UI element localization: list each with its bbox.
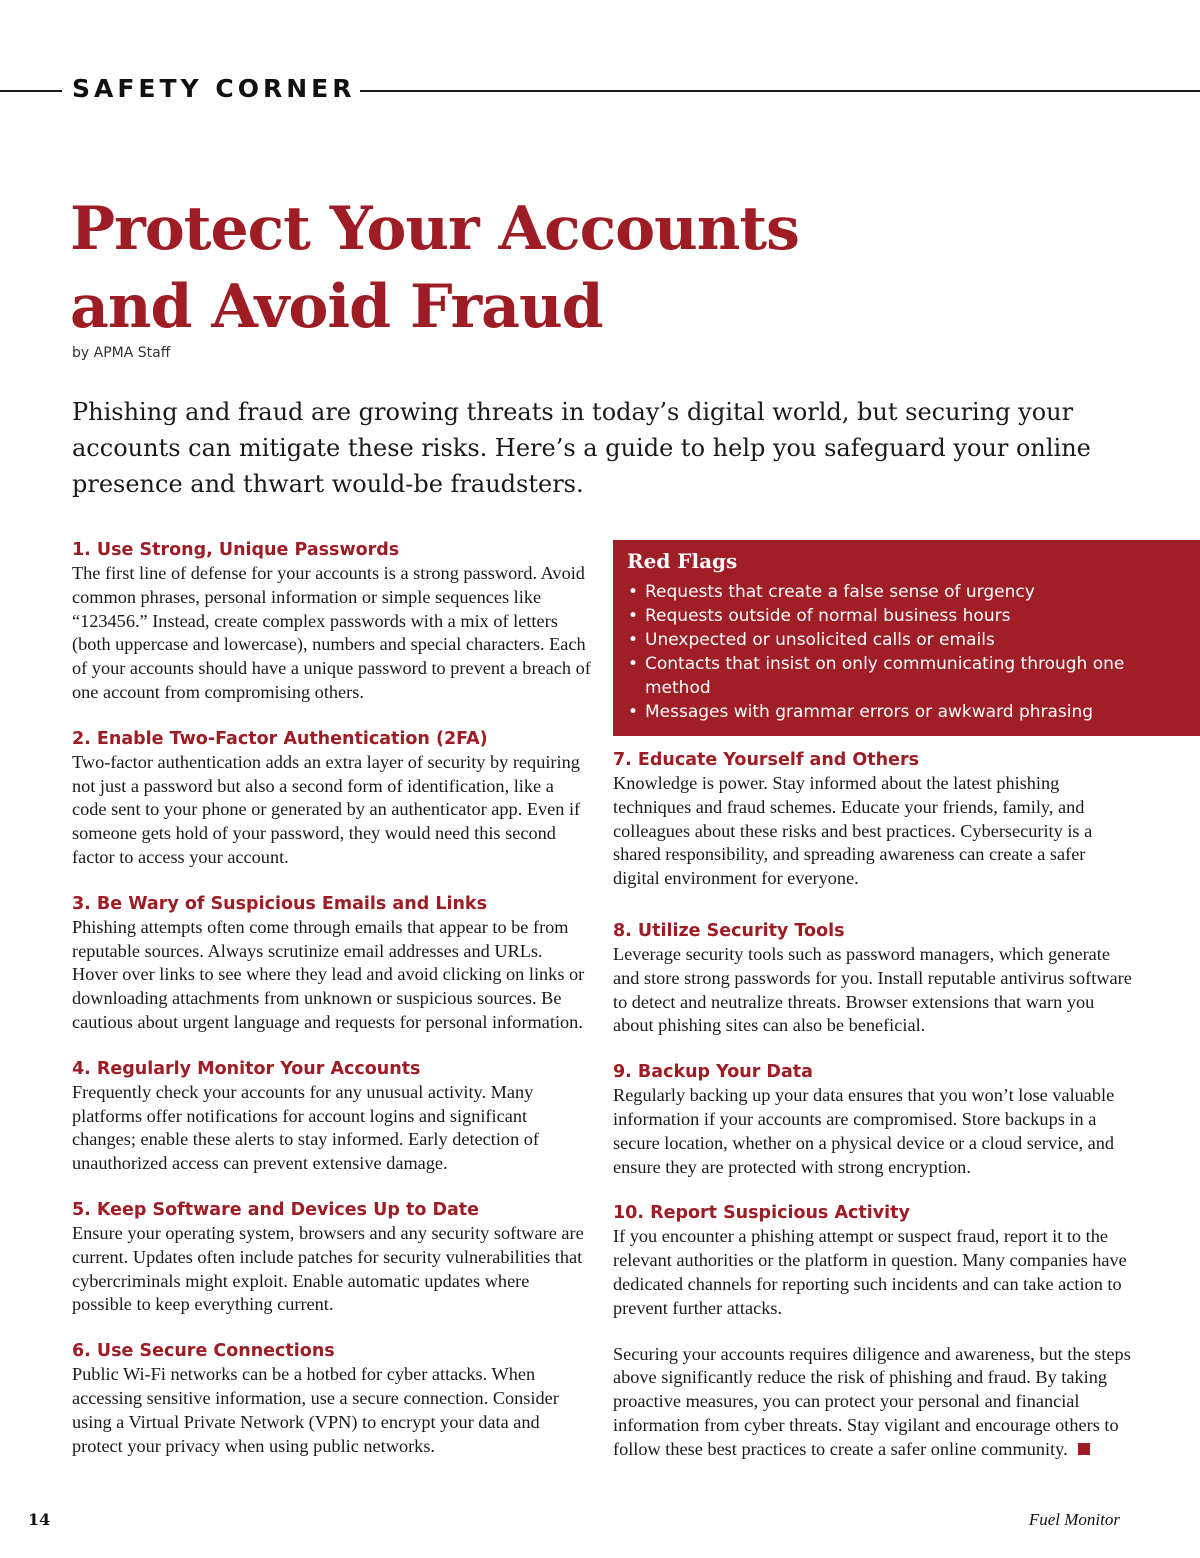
tip-5 xyxy=(72,1198,592,1317)
tip-body: Knowledge is power. Stay informed about the latest phishing techniques and fraud schemes. Educate your friends, family, and colleagues about these risks and best practices. Cybersecurity is a shared responsibility, and spreading awareness can create a safer digital environment for everyone. xyxy=(613,773,1093,889)
publication-name: Fuel Monitor xyxy=(1028,1510,1120,1529)
red-flag-item xyxy=(628,628,1186,652)
closing-text: Securing your accounts requires diligence and awareness, but the steps above significantly reduce the risk of phishing and fraud. By taking proactive measures, you can protect your personal and financial information from cyber threats. Stay vigilant and encourage others to follow these best practices to create a safer online community. xyxy=(613,1343,1131,1459)
left-column xyxy=(72,538,592,1480)
closing-section xyxy=(613,1343,1133,1462)
tip-heading: 6. Use Secure Connections xyxy=(72,1341,335,1362)
tip-1 xyxy=(72,538,592,705)
red-flag-text: Requests outside of normal business hours xyxy=(645,606,1011,626)
tip-10 xyxy=(613,1201,1133,1320)
red-flag-text: Unexpected or unsolicited calls or emails xyxy=(645,630,995,650)
tip-body: Ensure your operating system, browsers and any security software are current. Updates often include patches for security vulnerabilities that cybercriminals might exploit. Enable automatic updates where possible to keep everything current. xyxy=(72,1222,584,1315)
section-header xyxy=(0,72,1200,112)
tip-heading: 9. Backup Your Data xyxy=(613,1062,813,1083)
red-flag-item xyxy=(628,700,1186,724)
tip-4 xyxy=(72,1057,592,1176)
red-flag-item xyxy=(628,580,1186,604)
right-column xyxy=(613,748,1133,1462)
page-number: 14 xyxy=(28,1510,51,1529)
tip-body: Regularly backing up your data ensures that you won’t lose valuable information if your accounts are compromised. Store backups in a secure location, whether on a physical device or a cloud service, and ensure they are protected with strong encryption. xyxy=(613,1085,1115,1177)
red-flag-item xyxy=(628,652,1186,700)
tip-3 xyxy=(72,892,592,1035)
bullet-icon: • xyxy=(628,654,639,674)
tip-heading: 3. Be Wary of Suspicious Emails and Links xyxy=(72,893,487,914)
title-line-1: Protect Your Accounts xyxy=(70,194,799,264)
tip-heading: 10. Report Suspicious Activity xyxy=(613,1203,910,1224)
tip-8 xyxy=(613,919,1133,1038)
bullet-icon: • xyxy=(628,702,639,722)
tip-body: The first line of defense for your accounts is a strong password. Avoid common phrases, personal information or simple sequences like “123456.” Instead, create complex passwords with a mix of letters (both uppercase and lowercase), numbers and special characters. Each of your accounts should have a unique password to prevent a breach of one account from compromising others. xyxy=(72,563,591,702)
red-flags-list xyxy=(627,580,1186,724)
byline: by APMA Staff xyxy=(72,345,171,361)
tip-body: Two-factor authentication adds an extra layer of security by requiring not just a password but also a second form of identification, like a code sent to your phone or generated by an authenticator app. Even if someone gets hold of your password, they would need this second factor to access your account. xyxy=(72,751,581,867)
tip-body: Leverage security tools such as password managers, which generate and store strong passwords for you. Install reputable antivirus software to detect and neutralize threats. Browser extensions that warn you about phishing sites can also be beneficial. xyxy=(613,943,1132,1036)
tip-6 xyxy=(72,1339,592,1458)
section-label: SAFETY CORNER xyxy=(72,74,356,103)
red-flag-text: Messages with grammar errors or awkward phrasing xyxy=(645,702,1094,722)
tip-9 xyxy=(613,1060,1133,1179)
tip-body: If you encounter a phishing attempt or suspect fraud, report it to the relevant authorities or the platform in question. Many companies have dedicated channels for reporting such incidents and can take action to prevent further attacks. xyxy=(613,1226,1127,1318)
red-flag-item xyxy=(628,604,1186,628)
closing-paragraph xyxy=(613,1343,1133,1462)
header-rule-right xyxy=(360,90,1200,92)
tip-heading: 7. Educate Yourself and Others xyxy=(613,750,920,770)
red-flags-title: Red Flags xyxy=(627,549,738,573)
header-rule-left xyxy=(0,90,62,92)
tip-body: Public Wi-Fi networks can be a hotbed for cyber attacks. When accessing sensitive information, use a secure connection. Consider using a Virtual Private Network (VPN) to encrypt your data and protect your privacy when using public networks. xyxy=(72,1364,559,1456)
article-title xyxy=(70,190,1070,346)
tip-body: Phishing attempts often come through emails that appear to be from reputable sources. Always scrutinize email addresses and URLs. Hover over links to see where they lead and avoid clicking on links or downloading attachments from unknown or suspicious sources. Be cautious about urgent language and requests for personal information. xyxy=(72,916,585,1032)
tip-heading: 2. Enable Two-Factor Authentication (2FA) xyxy=(72,728,488,749)
bullet-icon: • xyxy=(628,606,639,626)
bullet-icon: • xyxy=(628,630,639,650)
red-flag-text: Contacts that insist on only communicating through one method xyxy=(645,654,1125,698)
red-flags-box xyxy=(613,540,1200,736)
tip-heading: 1. Use Strong, Unique Passwords xyxy=(72,540,400,560)
tip-body: Frequently check your accounts for any unusual activity. Many platforms offer notifications for account logins and significant changes; enable these alerts to stay informed. Early detection of unauthorized access can prevent extensive damage. xyxy=(72,1081,540,1174)
title-line-2: and Avoid Fraud xyxy=(70,272,603,342)
tip-heading: 5. Keep Software and Devices Up to Date xyxy=(72,1199,480,1220)
intro-paragraph: Phishing and fraud are growing threats in today’s digital world, but securing your accounts can mitigate these risks. Here’s a guide to help you safeguard your online presence and thwart would-be fraudsters. xyxy=(72,398,1091,498)
end-mark-icon xyxy=(1078,1443,1090,1455)
red-flag-text: Requests that create a false sense of urgency xyxy=(645,582,1035,602)
tip-2 xyxy=(72,727,592,870)
tip-heading: 8. Utilize Security Tools xyxy=(613,920,845,941)
tip-7 xyxy=(613,748,1133,891)
bullet-icon: • xyxy=(628,582,639,602)
tip-heading: 4. Regularly Monitor Your Accounts xyxy=(72,1058,421,1079)
